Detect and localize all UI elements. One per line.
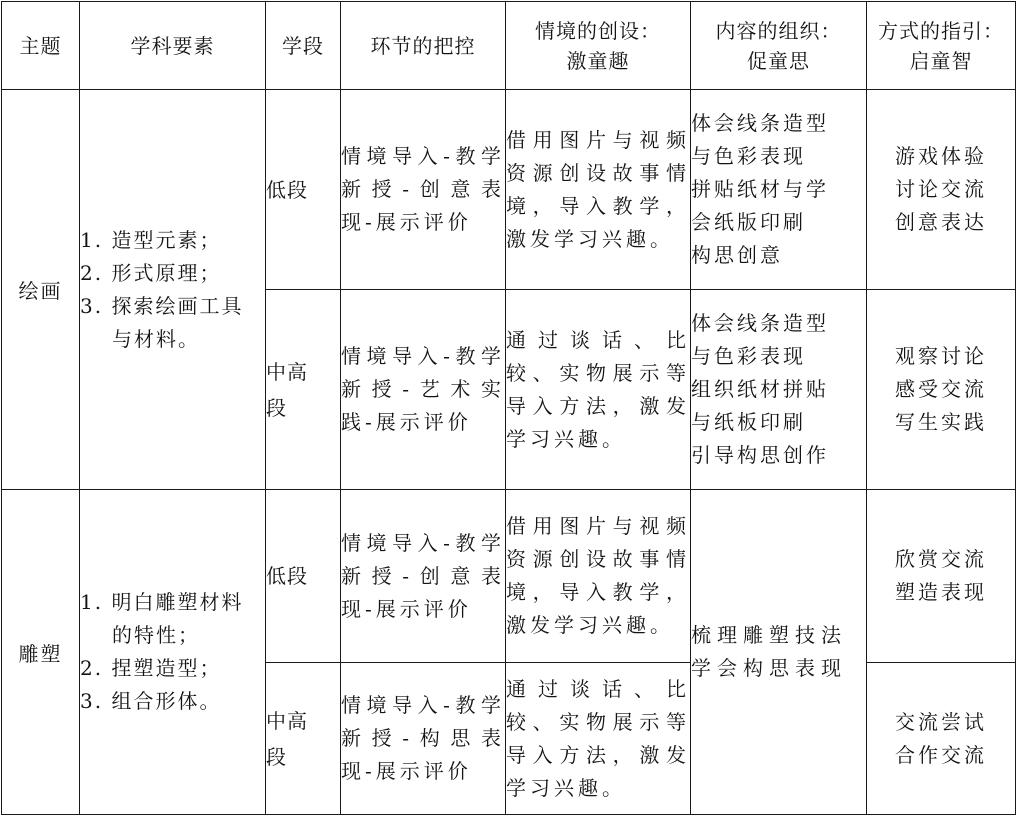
- method-line: 创意表达: [895, 210, 987, 234]
- content-line: 体会线条造型: [691, 311, 829, 335]
- header-stage: 学段: [266, 2, 341, 90]
- header-topic: 主题: [2, 2, 80, 90]
- header-situation: [506, 2, 691, 90]
- painting-element-3: 3. 探索绘画工具与材料。: [80, 293, 244, 351]
- method-line: 感受交流: [895, 377, 987, 401]
- header-elements: 学科要素: [80, 2, 266, 90]
- sculpture-high-situation: 通过谈话、比较、实物展示等导入方法，激发学习兴趣。: [506, 663, 691, 815]
- sculpture-element-1: 1. 明白雕塑材料的特性；: [80, 590, 244, 647]
- method-line: 交流尝试: [895, 709, 987, 734]
- painting-low-content: [691, 90, 867, 290]
- sculpture-high-method: [867, 663, 1016, 815]
- painting-element-1: 1. 造型元素；: [80, 227, 222, 252]
- painting-high-stage: [266, 290, 341, 490]
- method-line: 观察讨论: [895, 344, 987, 368]
- painting-high-stage-text: 中高段: [266, 359, 308, 420]
- header-content: [691, 2, 867, 90]
- painting-high-content: [691, 290, 867, 490]
- sculpture-element-3: 3. 组合形体。: [80, 689, 222, 713]
- painting-low-method: [867, 90, 1016, 290]
- sculpture-content: [691, 490, 867, 815]
- painting-high-control: 情境导入-教学新授-艺术实践-展示评价: [341, 290, 506, 490]
- method-line: 塑造表现: [895, 580, 987, 604]
- method-line: 写生实践: [895, 410, 987, 434]
- content-line: 梳理雕塑技法: [691, 623, 847, 647]
- sculpture-low-method: [867, 490, 1016, 663]
- content-line: 引导构思创作: [691, 443, 829, 467]
- content-line: 与色彩表现: [691, 344, 806, 368]
- painting-elements: [80, 90, 266, 490]
- sculpture-high-control: 情境导入-教学新授-构思表现-展示评价: [341, 663, 506, 815]
- painting-low-row: [2, 90, 1016, 290]
- painting-high-situation: 通过谈话、比较、实物展示等导入方法，激发学习兴趣。: [506, 290, 691, 490]
- sculpture-elements: [80, 490, 266, 815]
- sculpture-high-stage: [266, 663, 341, 815]
- content-line: 会纸版印刷: [691, 210, 806, 234]
- teaching-design-table: [1, 1, 1016, 815]
- header-method-text: 方式的指引： 启童智: [878, 18, 1004, 73]
- sculpture-element-2: 2. 捏塑造型；: [80, 656, 222, 680]
- painting-high-method: [867, 290, 1016, 490]
- content-line: 构思创意: [691, 243, 783, 267]
- sculpture-topic: 雕塑: [2, 490, 80, 815]
- sculpture-low-row: [2, 490, 1016, 663]
- sculpture-low-control: 情境导入-教学新授-创意表现-展示评价: [341, 490, 506, 663]
- header-control: 环节的把控: [341, 2, 506, 90]
- content-line: 学会构思表现: [691, 656, 847, 680]
- sculpture-low-stage: 低段: [266, 490, 341, 663]
- content-line: 拼贴纸材与学: [691, 177, 829, 201]
- content-line: 与色彩表现: [691, 144, 806, 168]
- sculpture-high-stage-text: 中高段: [266, 708, 308, 769]
- method-line: 欣赏交流: [895, 547, 987, 571]
- painting-low-situation: 借用图片与视频资源创设故事情境，导入教学，激发学习兴趣。: [506, 90, 691, 290]
- header-content-text: 内容的组织： 促童思: [715, 18, 842, 73]
- sculpture-low-situation: 借用图片与视频资源创设故事情境，导入教学，激发学习兴趣。: [506, 490, 691, 663]
- painting-topic: 绘画: [2, 90, 80, 490]
- content-line: 体会线条造型: [691, 111, 829, 135]
- header-method: [867, 2, 1016, 90]
- painting-low-stage: 低段: [266, 90, 341, 290]
- method-line: 游戏体验: [895, 144, 987, 168]
- content-line: 组织纸材拼贴: [691, 377, 829, 401]
- content-line: 与纸板印刷: [691, 410, 806, 434]
- painting-element-2: 2. 形式原理；: [80, 260, 222, 285]
- header-situation-text: 情境的创设： 激童趣: [535, 18, 661, 73]
- method-line: 讨论交流: [895, 177, 987, 201]
- painting-low-control: 情境导入-教学新授-创意表现-展示评价: [341, 90, 506, 290]
- method-line: 合作交流: [895, 742, 987, 767]
- header-row: [2, 2, 1016, 90]
